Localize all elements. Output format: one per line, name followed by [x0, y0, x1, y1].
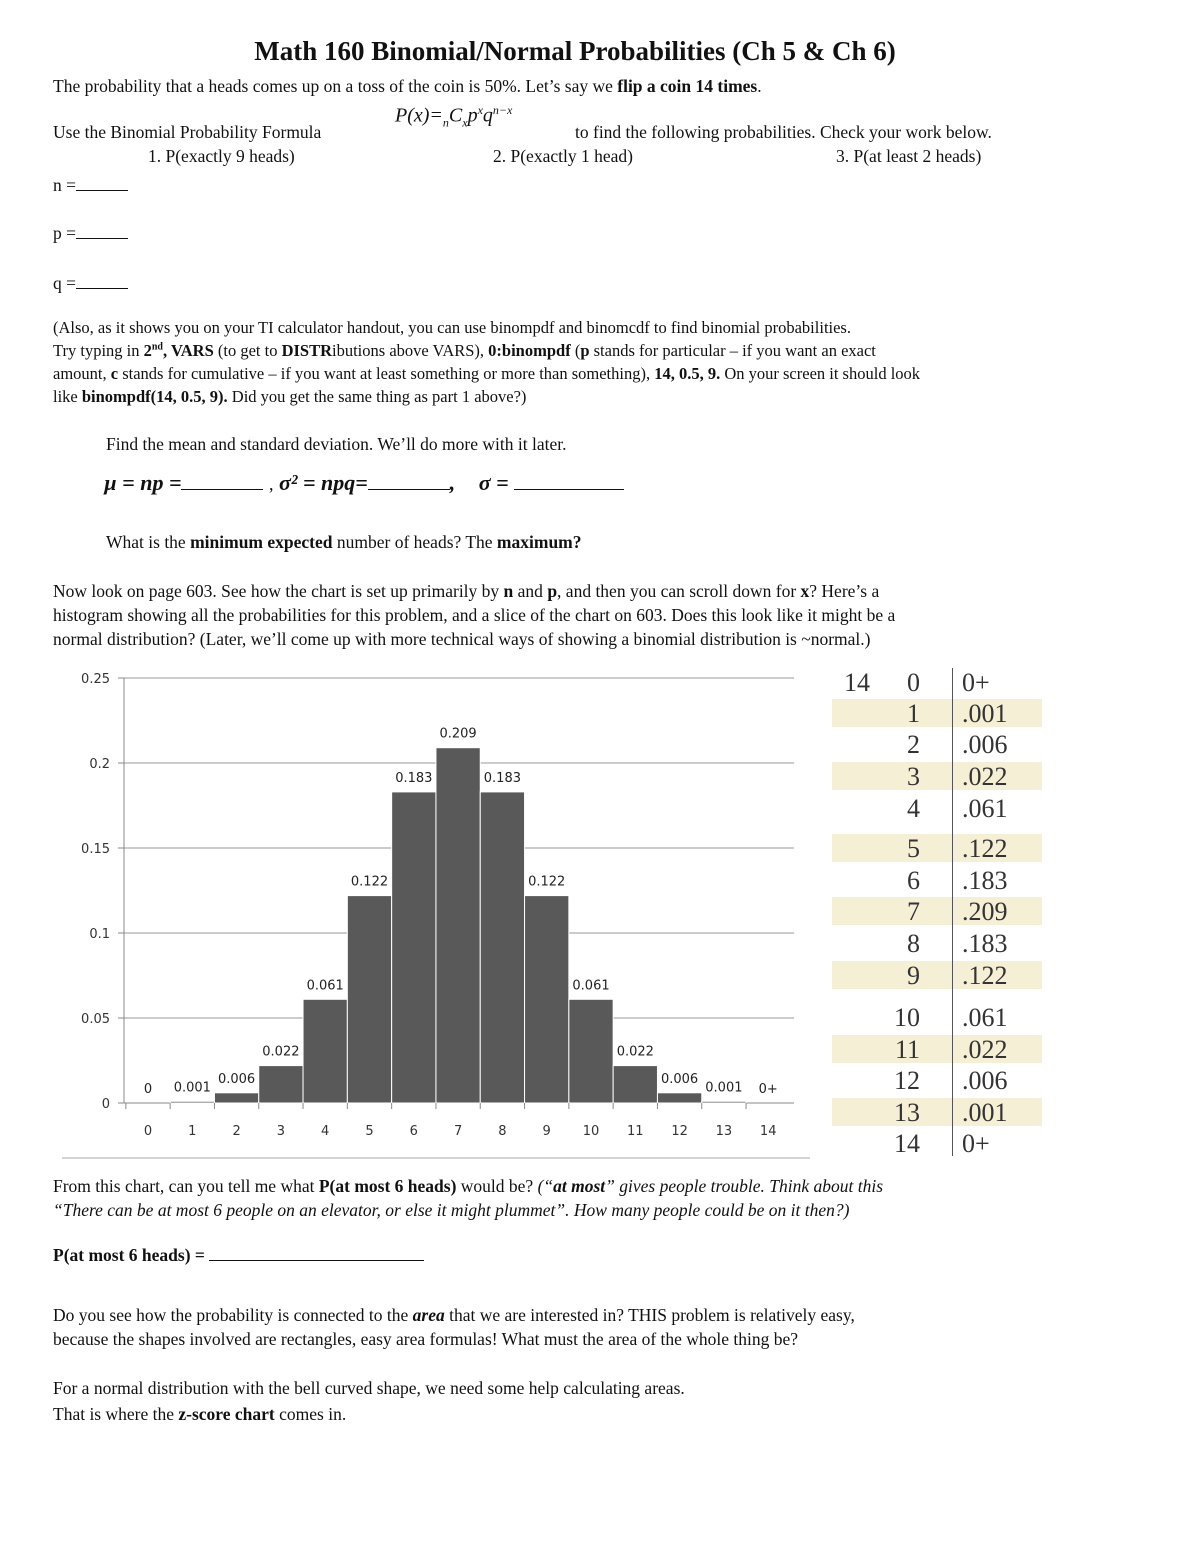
histogram-chart — [58, 662, 818, 1162]
var-p-blank[interactable] — [76, 237, 128, 239]
bar-data-label: 0.122 — [350, 874, 389, 890]
normal-text: That is where the — [53, 1404, 179, 1424]
histogram-bar — [613, 1066, 657, 1103]
calc-text: like — [53, 387, 82, 406]
x-tick-label: 12 — [671, 1124, 688, 1139]
question-2: 2. P(exactly 1 head) — [493, 146, 633, 166]
histogram-bar — [569, 999, 613, 1103]
table-probability-value: .209 — [962, 897, 1008, 926]
normal-emphasis: z-score chart — [178, 1404, 275, 1424]
table-x-value: 3 — [907, 762, 920, 791]
table-x-value: 14 — [894, 1129, 920, 1158]
mean-formula-line — [104, 470, 624, 496]
histogram-bar — [436, 748, 480, 1103]
x-tick-label: 10 — [582, 1124, 600, 1139]
table-divider — [952, 668, 953, 1156]
table-x-value: 5 — [907, 834, 920, 863]
formula-lead: Use the Binomial Probability Formula — [53, 122, 322, 142]
table-row — [832, 699, 1042, 727]
normal-text: comes in. — [274, 1404, 347, 1424]
x-tick-label: 14 — [759, 1124, 777, 1139]
var-q — [53, 273, 128, 294]
table-x-value: 13 — [894, 1098, 920, 1127]
calc-key: DISTR — [281, 341, 333, 360]
x-tick-label: 3 — [276, 1124, 286, 1139]
table-row — [832, 1129, 1042, 1157]
table-n-value: 14 — [844, 668, 870, 697]
y-tick-label: 0.1 — [89, 927, 110, 942]
bar-data-label: 0.183 — [395, 770, 433, 786]
calc-line-4 — [53, 387, 526, 407]
var-q-label: q = — [53, 273, 76, 293]
bar-data-label: 0.022 — [616, 1044, 654, 1060]
table-probability-value: .001 — [962, 1098, 1008, 1127]
calc-key: 2 — [143, 341, 152, 360]
calc-line-2 — [53, 341, 876, 361]
table-probability-value: .061 — [962, 794, 1008, 823]
var-n-label: n = — [53, 175, 76, 195]
atmost-answer-blank[interactable] — [209, 1259, 424, 1261]
minmax-emphasis: minimum expected — [190, 532, 333, 552]
mu-label: µ = np = — [104, 470, 182, 495]
area-line-1 — [53, 1305, 855, 1326]
table-x-value: 10 — [894, 1003, 920, 1032]
atmost-answer-line — [53, 1245, 424, 1266]
normal-line-1: For a normal distribution with the bell curved shape, we need some help calculating areas. — [53, 1378, 685, 1398]
table-x-value: 0 — [907, 668, 920, 697]
atmost-answer-label: P(at most 6 heads) = — [53, 1245, 205, 1265]
area-text: Do you see how the probability is connected to the — [53, 1305, 413, 1325]
x-tick-label: 0 — [143, 1124, 153, 1139]
question-1: 1. P(exactly 9 heads) — [148, 146, 295, 166]
table-x-value: 2 — [907, 730, 920, 759]
minmax-line — [106, 532, 582, 553]
table-x-value: 12 — [894, 1066, 920, 1095]
table-probability-value: .001 — [962, 699, 1008, 728]
histogram-bar — [259, 1066, 303, 1103]
histogram-bar — [480, 792, 524, 1103]
atmost-text: would be? — [456, 1176, 538, 1196]
calc-key-sup: nd — [151, 341, 163, 353]
var-p-label: p = — [53, 223, 76, 243]
x-tick-label: 5 — [365, 1124, 374, 1139]
bar-data-label: 0.006 — [217, 1071, 256, 1087]
bar-data-label: 0+ — [758, 1082, 778, 1097]
formula-tail: to find the following probabilities. Check your work below. — [575, 122, 992, 142]
table-x-value: 8 — [907, 929, 920, 958]
area-line-2: because the shapes involved are rectangles, easy area formulas! What must the area of the whole thing be? — [53, 1329, 799, 1349]
histogram-bar — [702, 1101, 746, 1103]
page603-line-3: normal distribution? (Later, we’ll come up with more technical ways of showing a binomial distribution is ~normal.) — [53, 629, 871, 649]
binomial-table-slice — [832, 668, 1052, 1158]
table-probability-value: .183 — [962, 929, 1008, 958]
table-probability-value: .122 — [962, 834, 1008, 863]
calc-key: p — [580, 341, 590, 360]
x-tick-label: 9 — [542, 1124, 551, 1139]
calc-line-1: (Also, as it shows you on your TI calculator handout, you can use binompdf and binomcdf to find binomial probabilities. — [53, 318, 851, 337]
minmax-text: What is the — [106, 532, 191, 552]
area-emphasis: area — [412, 1305, 445, 1325]
table-row — [832, 1035, 1042, 1063]
calc-text: stands for cumulative – if you want at least something or more than something), — [118, 364, 655, 383]
calc-line-3 — [53, 364, 920, 384]
x-tick-label: 6 — [409, 1124, 418, 1139]
histogram-bar — [657, 1093, 701, 1103]
atmost-line-2: “There can be at most 6 people on an elevator, or else it might plummet”. How many people could be on it then?) — [53, 1200, 850, 1220]
minmax-text: number of heads? The — [332, 532, 497, 552]
bar-data-label: 0.122 — [528, 874, 566, 890]
table-probability-value: .006 — [962, 1066, 1008, 1095]
histogram-bar — [392, 792, 436, 1103]
page603-var: x — [800, 581, 810, 601]
page603-line-1 — [53, 581, 879, 602]
normal-line-2 — [53, 1404, 346, 1425]
table-row — [832, 668, 1042, 696]
calc-key: 14, 0.5, 9. — [654, 364, 721, 383]
x-tick-label: 11 — [627, 1124, 644, 1139]
calc-key: 0:binompdf — [488, 341, 571, 360]
separator: , — [268, 474, 274, 494]
question-3: 3. P(at least 2 heads) — [836, 146, 982, 166]
table-x-value: 6 — [907, 866, 920, 895]
bar-data-label: 0.183 — [483, 770, 522, 786]
table-x-value: 9 — [907, 961, 920, 990]
var-n-blank[interactable] — [76, 189, 128, 191]
mean-lead: Find the mean and standard deviation. We’ll do more with it later. — [106, 434, 567, 454]
var-n — [53, 175, 128, 196]
calc-text: (to get to — [213, 341, 282, 360]
page603-var: p — [547, 581, 558, 601]
histogram-bar — [303, 999, 347, 1103]
intro-period: . — [757, 76, 762, 96]
bar-data-label: 0.001 — [705, 1080, 743, 1096]
atmost-emphasis: P(at most 6 heads) — [318, 1176, 457, 1196]
table-row — [832, 1098, 1042, 1126]
atmost-note: (“ — [537, 1176, 554, 1196]
atmost-note: ” gives people trouble. Think about this — [605, 1176, 884, 1196]
table-x-value: 11 — [894, 1035, 920, 1064]
atmost-note-emphasis: at most — [553, 1176, 606, 1196]
x-tick-label: 8 — [498, 1124, 507, 1139]
table-probability-value: .022 — [962, 1035, 1008, 1064]
calc-text: Did you get the same thing as part 1 above?) — [227, 387, 527, 406]
table-probability-value: 0+ — [962, 668, 990, 697]
calc-text: On your screen it should look — [720, 364, 921, 383]
y-tick-label: 0 — [101, 1097, 110, 1112]
var-q-blank[interactable] — [76, 287, 128, 289]
intro-text: The probability that a heads comes up on a toss of the coin is 50%. Let’s say we — [53, 76, 618, 96]
calc-text: Try typing in — [53, 341, 144, 360]
table-row — [832, 730, 1042, 758]
table-row — [832, 929, 1042, 957]
calc-key: binompdf(14, 0.5, 9). — [81, 387, 228, 406]
variance-label: σ² = npq= — [278, 470, 368, 495]
table-row — [832, 897, 1042, 925]
page-title: Math 160 Binomial/Normal Probabilities (Ch 5 & Ch 6) — [254, 36, 896, 66]
table-row — [832, 961, 1042, 989]
binomial-formula: $P(x)=_nC_xp^xq^{n-x}$ — [395, 103, 513, 130]
calc-key: c — [110, 364, 119, 383]
y-tick-label: 0.05 — [81, 1012, 110, 1027]
page603-text: , and then you can scroll down for — [557, 581, 801, 601]
sigma-label: σ = — [478, 470, 509, 495]
x-tick-label: 1 — [188, 1124, 197, 1139]
bar-data-label: 0.001 — [173, 1080, 211, 1096]
table-row — [832, 1003, 1042, 1031]
table-row — [832, 794, 1042, 822]
table-row — [832, 762, 1042, 790]
calc-text: amount, — [53, 364, 111, 383]
bar-data-label: 0.061 — [572, 978, 610, 994]
bar-data-label: 0 — [143, 1082, 153, 1097]
x-tick-label: 13 — [715, 1124, 733, 1139]
table-x-value: 1 — [907, 699, 920, 728]
x-tick-label: 4 — [321, 1124, 330, 1139]
mu-blank[interactable] — [181, 488, 263, 490]
x-tick-label: 7 — [453, 1124, 463, 1139]
table-x-value: 7 — [907, 897, 920, 926]
calc-text: stands for particular – if you want an exact — [589, 341, 876, 360]
bar-data-label: 0.006 — [660, 1071, 699, 1087]
atmost-line-1 — [53, 1176, 883, 1197]
table-probability-value: .122 — [962, 961, 1008, 990]
page603-text: Now look on page 603. See how the chart is set up primarily by — [53, 581, 504, 601]
minmax-emphasis: maximum? — [496, 532, 582, 552]
y-tick-label: 0.25 — [81, 672, 110, 687]
table-probability-value: .061 — [962, 1003, 1008, 1032]
table-row — [832, 1066, 1042, 1094]
page603-text: and — [513, 581, 548, 601]
intro-line — [53, 76, 762, 97]
calc-text: ibutions above VARS), — [332, 341, 489, 360]
table-probability-value: .183 — [962, 866, 1008, 895]
page603-var: n — [503, 581, 514, 601]
table-row — [832, 834, 1042, 862]
table-probability-value: 0+ — [962, 1129, 990, 1158]
histogram-bar — [347, 896, 391, 1103]
x-tick-label: 2 — [232, 1124, 241, 1139]
bar-data-label: 0.022 — [262, 1044, 300, 1060]
histogram-bar — [525, 896, 569, 1103]
y-tick-label: 0.2 — [89, 757, 110, 772]
y-tick-label: 0.15 — [81, 842, 110, 857]
page603-text: ? Here’s a — [809, 581, 880, 601]
calc-key: , VARS — [163, 341, 214, 360]
calc-text: ( — [570, 341, 581, 360]
atmost-text: From this chart, can you tell me what — [53, 1176, 319, 1196]
intro-emphasis: flip a coin 14 times — [617, 76, 758, 96]
bar-data-label: 0.209 — [439, 726, 477, 742]
histogram-bar — [170, 1101, 214, 1103]
table-probability-value: .006 — [962, 730, 1008, 759]
table-probability-value: .022 — [962, 762, 1008, 791]
table-x-value: 4 — [907, 794, 920, 823]
histogram-bar — [214, 1093, 258, 1103]
var-p — [53, 223, 128, 244]
page603-line-2: histogram showing all the probabilities for this problem, and a slice of the chart on 603. Does this look like it might be a — [53, 605, 896, 625]
sigma-blank[interactable] — [514, 488, 624, 490]
table-row — [832, 866, 1042, 894]
variance-blank[interactable] — [368, 488, 450, 490]
separator: , — [449, 470, 456, 495]
area-text: that we are interested in? THIS problem is relatively easy, — [444, 1305, 855, 1325]
bar-data-label: 0.061 — [306, 978, 344, 994]
